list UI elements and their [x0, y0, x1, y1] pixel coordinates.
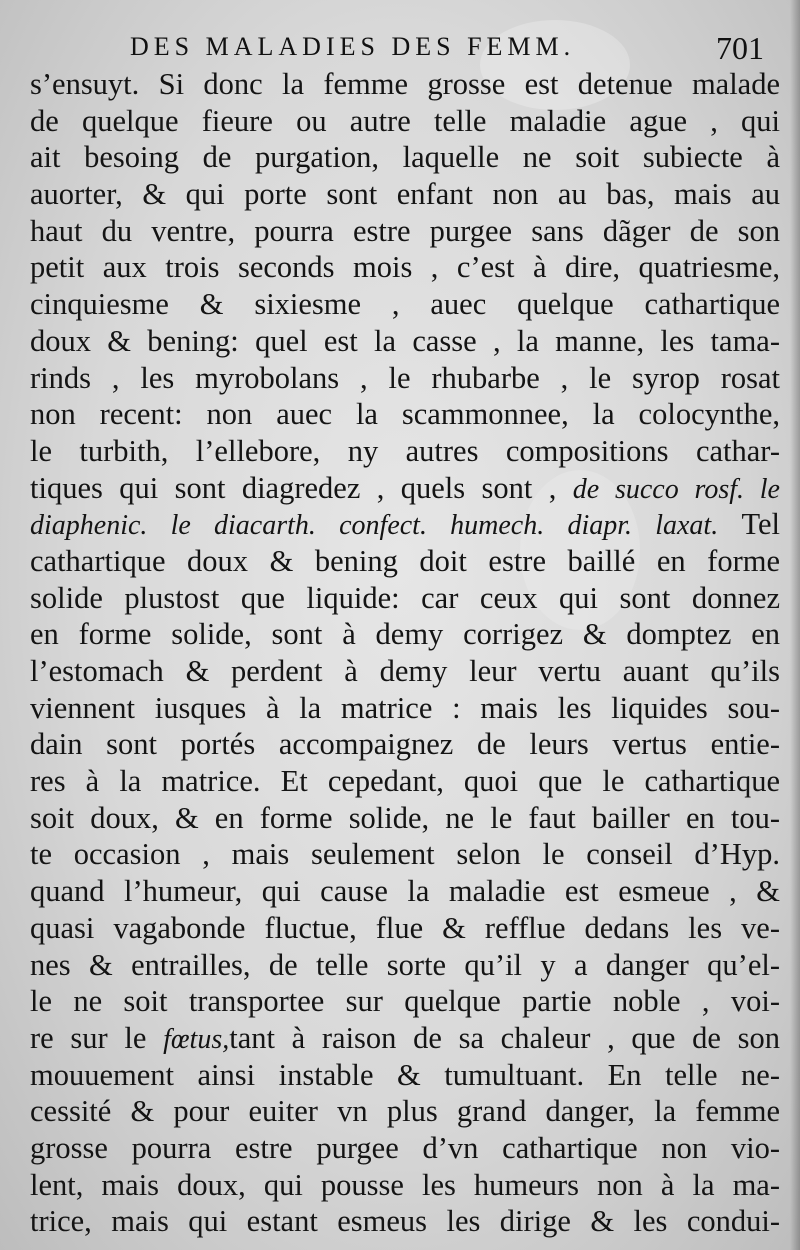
text-line: petit aux trois seconds mois , c’est à dire, quatriesme,: [30, 250, 780, 285]
text-line: lent, mais doux, qui pousse les humeurs non à la ma-: [30, 1167, 780, 1202]
text-line-mixed: [30, 470, 780, 507]
text-segment: Tel: [741, 507, 780, 542]
text-line: de quelque fieure ou autre telle maladie ague , qui: [30, 103, 780, 138]
text-line: haut du ventre, pourra estre purgee sans dãger de son: [30, 213, 780, 248]
text-line: le ne soit transportee sur quelque partie noble , voi-: [30, 984, 780, 1019]
text-line: cathartique doux & bening doit estre baillé en forme: [30, 543, 780, 578]
text-line: res à la matrice. Et cepedant, quoi que le cathartique: [30, 764, 780, 799]
text-line: nes & entrailles, de telle sorte qu’il y a danger qu’el-: [30, 947, 780, 982]
text-line: cinquiesme & sixiesme , auec quelque cathartique: [30, 287, 780, 322]
text-line: ait besoing de purgation, laquelle ne soit subiecte à: [30, 140, 780, 175]
text-line: rinds , les myrobolans , le rhubarbe , le syrop rosat: [30, 360, 780, 395]
text-line: l’estomach & perdent à demy leur vertu auant qu’ils: [30, 654, 780, 688]
text-line: solide plustost que liquide: car ceux qui sont donnez: [30, 580, 780, 615]
text-line: viennent iusques à la matrice : mais les liquides sou-: [30, 690, 780, 725]
text-line: doux & bening: quel est la casse , la manne, les tama-: [30, 323, 780, 358]
text-line: soit doux, & en forme solide, ne le faut bailler en tou-: [30, 800, 780, 835]
running-head: DES MALADIES DES FEMM.: [130, 32, 576, 61]
page-edge-shadow: [790, 0, 800, 1250]
text-segment: tiques qui sont diagredez , quels sont ,: [30, 470, 557, 505]
text-line: s’ensuyt. Si donc la femme grosse est detenue malade: [30, 67, 780, 101]
text-line: quand l’humeur, qui cause la maladie est esmeue , &: [30, 874, 780, 909]
text-line: auorter, & qui porte sont enfant non au bas, mais au: [30, 177, 780, 212]
text-line: non recent: non auec la scammonnee, la colocynthe,: [30, 397, 780, 432]
text-line: le turbith, l’ellebore, ny autres compositions cathar-: [30, 433, 780, 468]
text-line: te occasion , mais seulement selon le conseil d’Hyp.: [30, 837, 780, 872]
text-line: trice, mais qui estant esmeus les dirige & les condui-: [30, 1204, 780, 1239]
italic-segment: diaphenic. le diacarth. confect. humech. diapr. laxat.: [30, 510, 719, 542]
text-line: cessité & pour euiter vn plus grand danger, la femme: [30, 1094, 780, 1129]
text-line-mixed: [30, 1020, 780, 1057]
text-line: mouuement ainsi instable & tumultuant. En telle ne-: [30, 1057, 780, 1092]
text-line-mixed: [30, 506, 780, 543]
italic-segment: fœtus,: [163, 1023, 230, 1055]
text-line: quasi vagabonde fluctue, flue & refflue dedans les ve-: [30, 910, 780, 945]
italic-segment: de succo rosf. le: [572, 473, 780, 505]
body-text: [30, 66, 780, 1240]
text-segment: tant à raison de sa chaleur , que de son: [229, 1020, 780, 1055]
text-line: en forme solide, sont à demy corrigez & domptez en: [30, 617, 780, 652]
text-line: dain sont portés accompaignez de leurs vertus entie-: [30, 727, 780, 762]
page-number: 701: [716, 30, 764, 66]
text-line: grosse pourra estre purgee d’vn cathartique non vio-: [30, 1130, 780, 1165]
text-segment: re sur le: [30, 1020, 147, 1055]
